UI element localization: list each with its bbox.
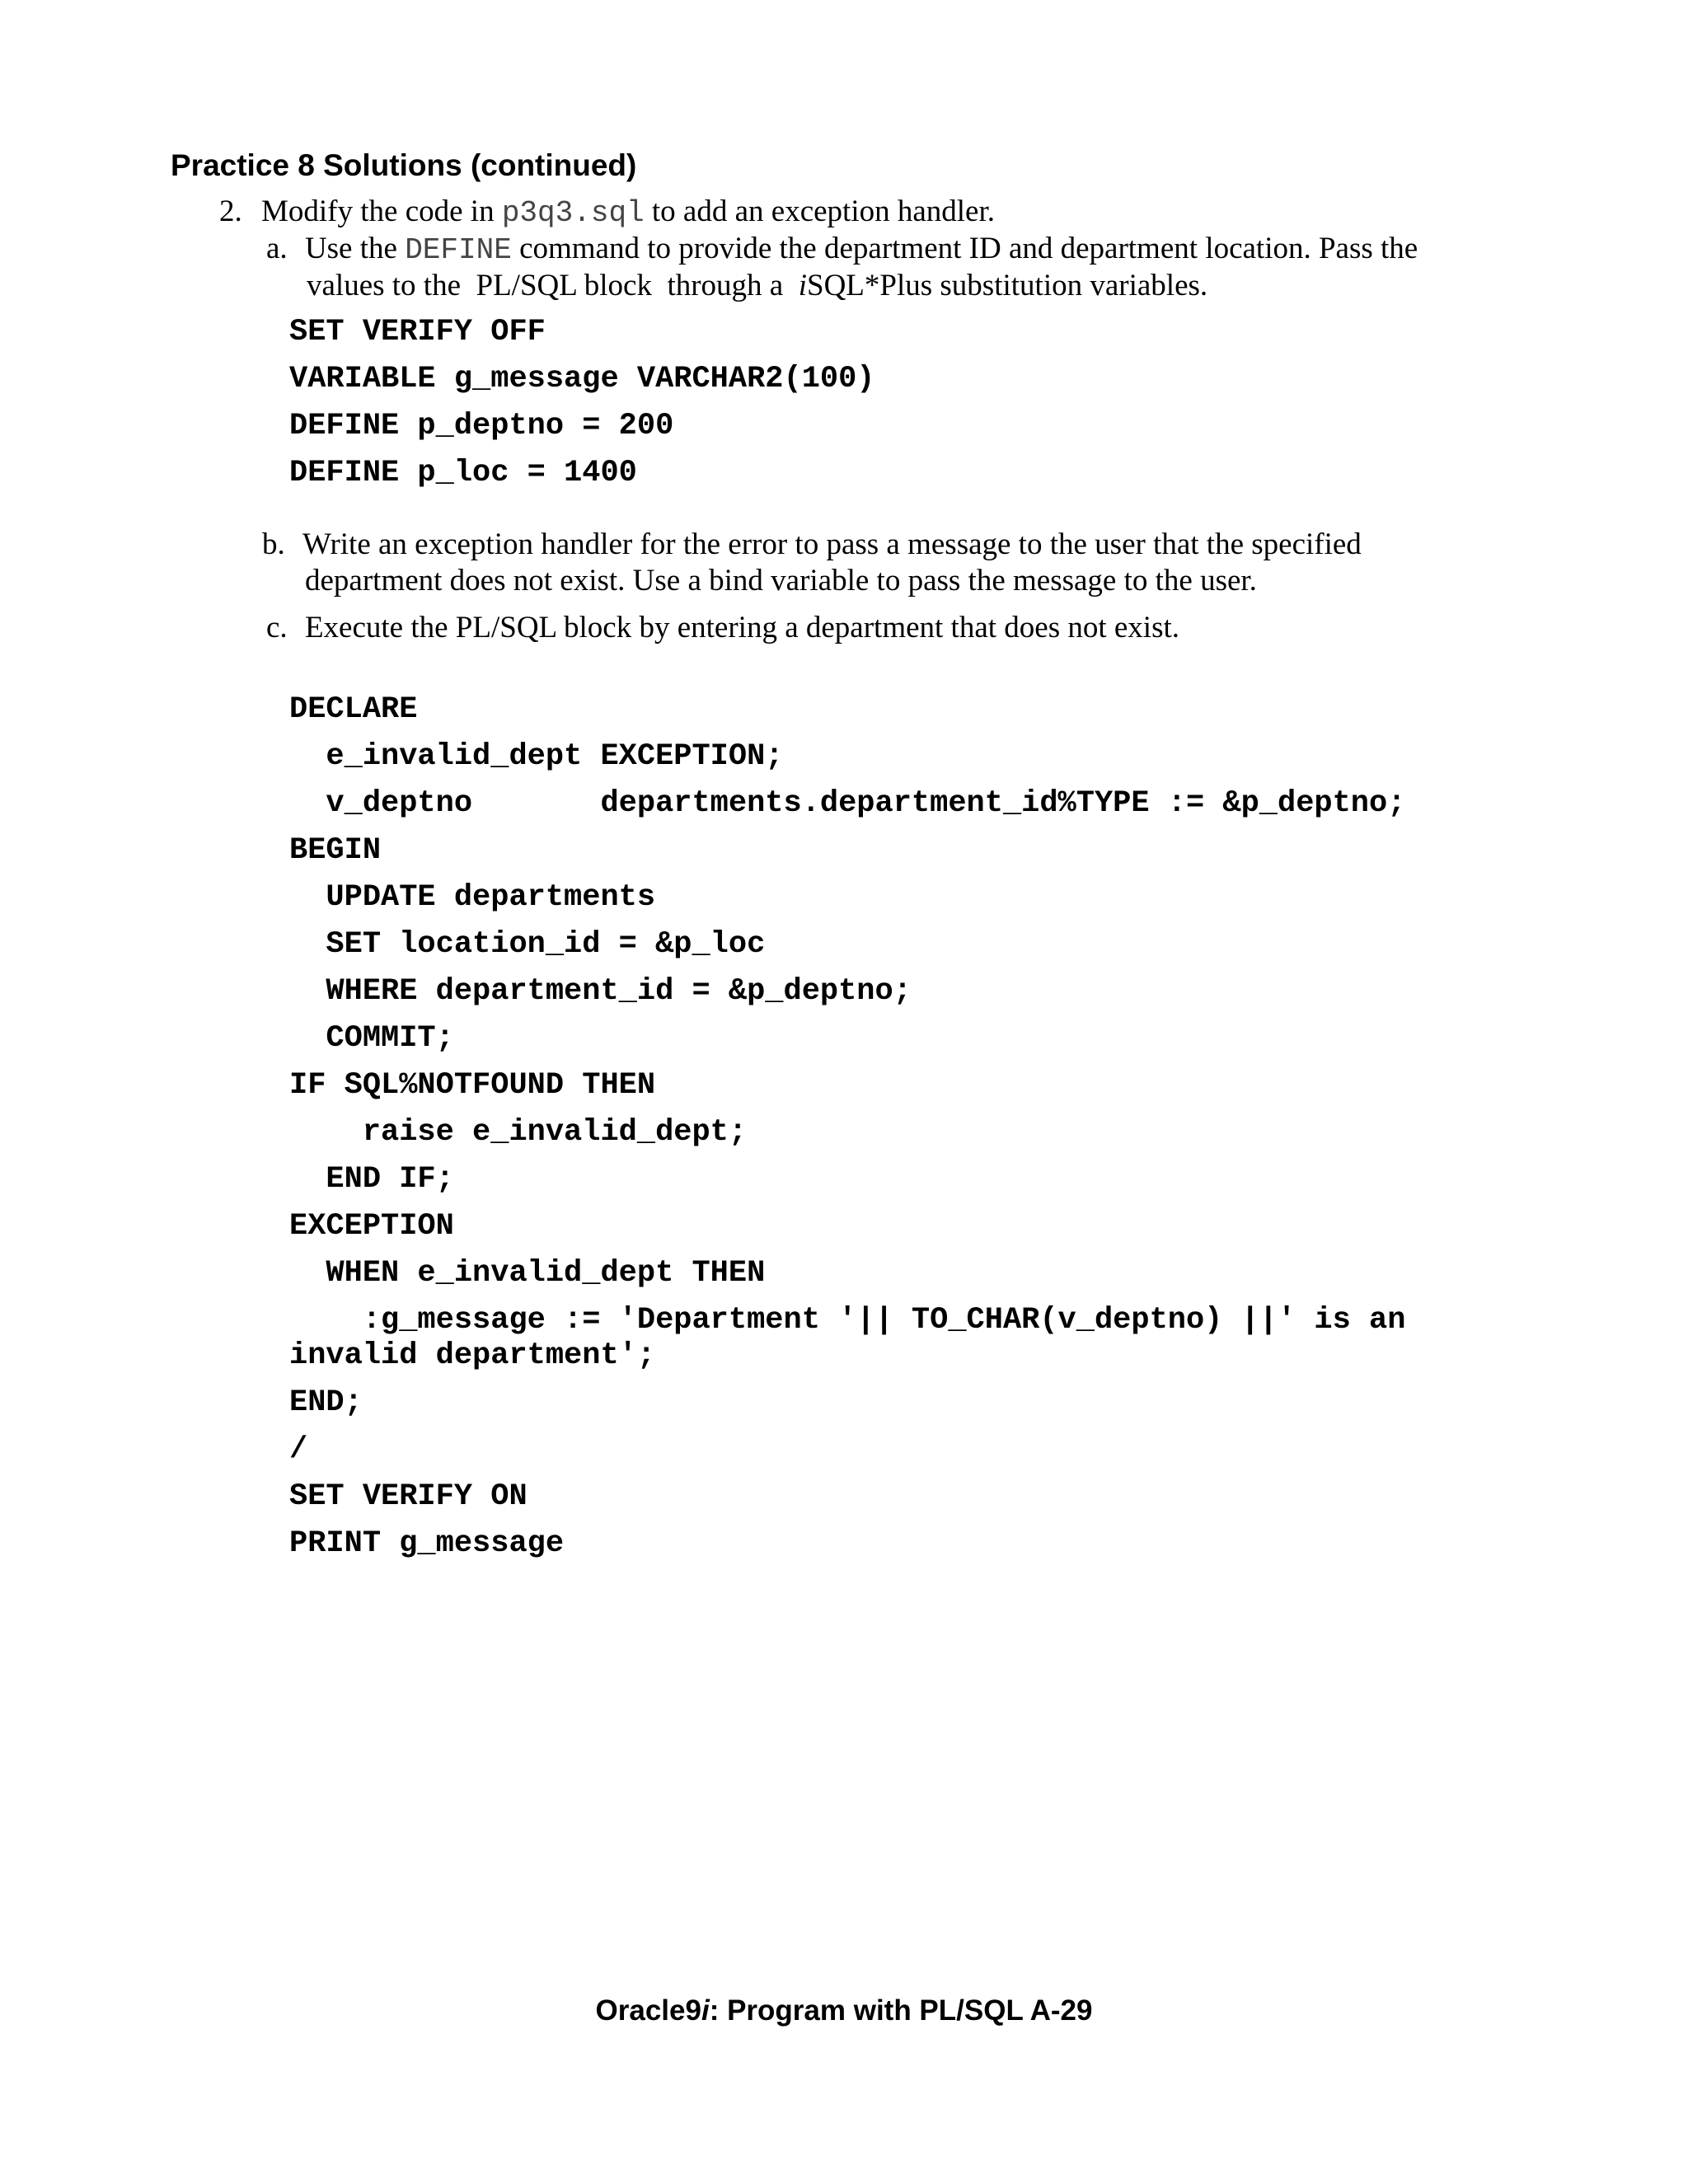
step-2a-line-2-italic: i — [798, 269, 807, 302]
setup-code-line-4: DEFINE p_loc = 1400 — [289, 456, 637, 490]
code-line-10: raise e_invalid_dept; — [289, 1115, 748, 1150]
step-2a-line-2-after: SQL*Plus substitution variables. — [807, 269, 1208, 302]
step-2 — [219, 193, 995, 232]
step-2-text-after: to add an exception handler. — [644, 194, 996, 228]
code-line-1: DECLARE — [289, 692, 418, 727]
code-line-3: v_deptno departments.department_id%TYPE := &p_deptno; — [289, 786, 1406, 821]
code-line-7: WHERE department_id = &p_deptno; — [289, 974, 912, 1009]
step-2c-line-1-text: Execute the PL/SQL block by entering a department that does not exist. — [304, 611, 1180, 644]
step-2-number: 2. — [219, 194, 242, 228]
code-line-5: UPDATE departments — [289, 880, 656, 915]
code-line-9: IF SQL%NOTFOUND THEN — [289, 1068, 656, 1103]
step-2b-line-2: department does not exist. Use a bind variable to pass the message to the user. — [305, 564, 1257, 598]
footer-italic: i — [701, 1994, 710, 2027]
code-line-8: COMMIT; — [289, 1021, 454, 1056]
step-2-filename: p3q3.sql — [501, 196, 645, 230]
code-line-15: invalid department'; — [289, 1338, 656, 1373]
step-2a-line-1 — [266, 230, 1418, 269]
step-2b-line-1 — [262, 526, 1362, 564]
setup-code-line-3: DEFINE p_deptno = 200 — [289, 409, 674, 443]
page-footer — [0, 1993, 1688, 2029]
code-line-16: END; — [289, 1385, 363, 1420]
step-2c-line-1 — [266, 609, 1179, 647]
code-line-18: SET VERIFY ON — [289, 1479, 528, 1514]
footer-before: Oracle9 — [595, 1994, 701, 2027]
page-heading: Practice 8 Solutions (continued) — [171, 148, 637, 182]
code-line-13: WHEN e_invalid_dept THEN — [289, 1256, 766, 1291]
step-2a-line-2 — [307, 267, 1207, 305]
code-line-4: BEGIN — [289, 833, 382, 868]
code-line-6: SET location_id = &p_loc — [289, 927, 766, 962]
code-line-2: e_invalid_dept EXCEPTION; — [289, 739, 784, 774]
step-2c-letter: c. — [266, 611, 288, 644]
step-2b-line-1-text: Write an exception handler for the error to pass a message to the user that the specified — [302, 527, 1362, 561]
step-2a-line-2-before: values to the PL/SQL block through a — [307, 269, 799, 302]
footer-after: : Program with PL/SQL A-29 — [709, 1994, 1093, 2027]
setup-code-line-1: SET VERIFY OFF — [289, 315, 546, 349]
step-2a-text-before: Use the — [304, 232, 406, 265]
step-2a-text-after: command to provide the department ID and department location. Pass the — [511, 232, 1418, 265]
step-2a-letter: a. — [266, 232, 288, 265]
code-line-19: PRINT g_message — [289, 1526, 565, 1561]
code-line-14: :g_message := 'Department '|| TO_CHAR(v_deptno) ||' is an — [289, 1303, 1406, 1338]
code-line-17: / — [289, 1432, 308, 1467]
code-line-12: EXCEPTION — [289, 1209, 454, 1244]
setup-code-line-2: VARIABLE g_message VARCHAR2(100) — [289, 362, 875, 396]
code-line-11: END IF; — [289, 1162, 454, 1197]
step-2-text-before: Modify the code in — [261, 194, 502, 228]
step-2a-command: DEFINE — [405, 233, 512, 267]
step-2b-letter: b. — [262, 527, 285, 561]
